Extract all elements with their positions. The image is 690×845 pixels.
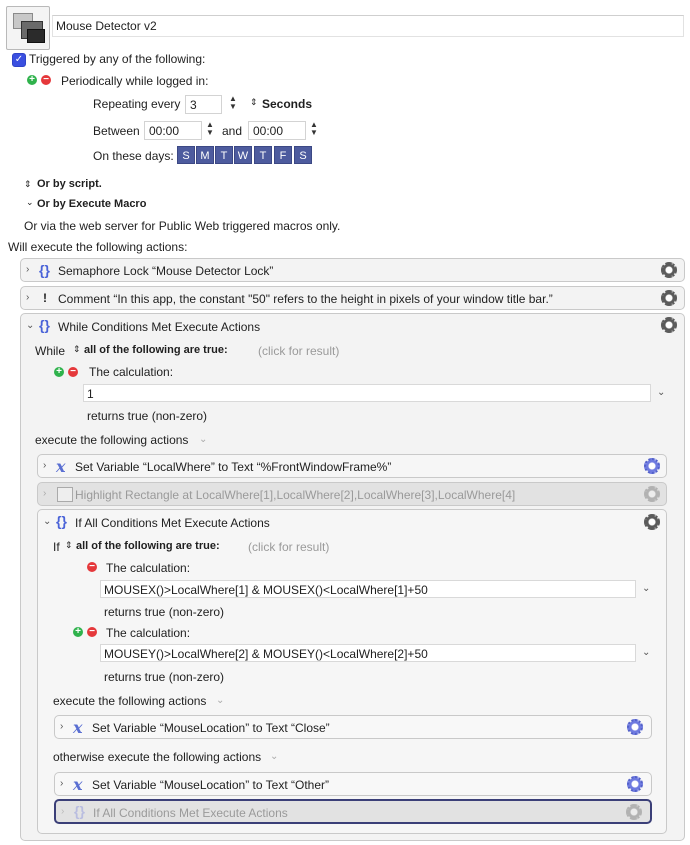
condition-select-icon[interactable]: ⇕ — [73, 344, 81, 354]
periodic-label: Periodically while logged in: — [61, 74, 209, 88]
web-server-note: Or via the web server for Public Web triggered macros only. — [24, 219, 341, 233]
calculation-field[interactable]: 1 — [83, 384, 651, 402]
calculation-dropdown-icon[interactable]: ⌄ — [642, 583, 651, 594]
collapse-chevron-icon[interactable]: ⌄ — [26, 320, 35, 331]
execute-dropdown-icon[interactable]: ⌄ — [216, 695, 225, 706]
gear-icon[interactable] — [644, 458, 660, 474]
curly-braces-icon: {} — [74, 803, 85, 819]
curly-braces-icon: {} — [39, 317, 50, 333]
while-action[interactable] — [20, 313, 685, 841]
expand-chevron-icon[interactable]: › — [26, 292, 30, 303]
expand-chevron-icon[interactable]: › — [26, 264, 30, 275]
variable-x-icon: x — [73, 718, 83, 737]
remove-condition-button[interactable]: − — [87, 627, 97, 637]
and-label: and — [222, 124, 243, 138]
start-time-input[interactable]: 00:00 — [144, 121, 202, 140]
curly-braces-icon: {} — [56, 513, 67, 529]
calculation-label: The calculation: — [106, 626, 191, 640]
macro-name-field[interactable] — [52, 15, 684, 37]
add-condition-button[interactable]: + — [73, 627, 83, 637]
calculation-label: The calculation: — [106, 561, 191, 575]
day-tuesday[interactable]: T — [215, 146, 233, 164]
action-title: Set Variable “MouseLocation” to Text “Other” — [92, 778, 329, 792]
if-label: If — [53, 540, 60, 554]
triggered-label: Triggered by any of the following: — [29, 52, 206, 66]
gear-icon[interactable] — [627, 776, 643, 792]
action-title: While Conditions Met Execute Actions — [58, 320, 261, 334]
actions-header: Will execute the following actions: — [8, 240, 188, 254]
between-label: Between — [93, 124, 140, 138]
click-for-result[interactable]: (click for result) — [258, 344, 340, 358]
add-trigger-button[interactable]: + — [27, 75, 37, 85]
unit-select-icon[interactable]: ⇕ — [250, 97, 258, 107]
expand-chevron-icon[interactable]: › — [43, 488, 47, 499]
variable-x-icon: x — [56, 457, 66, 476]
comment-action[interactable] — [20, 286, 685, 310]
action-title: Comment “In this app, the constant "50" refers to the height in pixels of your window title bar.” — [58, 292, 553, 306]
clock-gear-icon[interactable] — [626, 804, 642, 820]
collapse-chevron-icon[interactable]: ⌄ — [43, 516, 52, 527]
action-title: Highlight Rectangle at LocalWhere[1],LocalWhere[2],LocalWhere[3],LocalWhere[4] — [75, 488, 516, 502]
otherwise-label: otherwise execute the following actions — [53, 750, 262, 764]
calculation-field[interactable]: MOUSEX()>LocalWhere[1] & MOUSEX()<LocalWhere[1]+50 — [100, 580, 636, 598]
set-variable-localwhere[interactable] — [37, 454, 667, 478]
set-variable-close[interactable] — [54, 715, 652, 739]
action-title: If All Conditions Met Execute Actions — [93, 806, 288, 820]
repeating-stepper[interactable]: ▲ ▼ — [229, 94, 237, 111]
execute-toggle-icon[interactable]: ⌄ — [26, 197, 34, 207]
gear-icon[interactable] — [644, 514, 660, 530]
end-time-stepper[interactable]: ▲ ▼ — [310, 120, 318, 137]
condition-mode-select[interactable]: all of the following are true: — [84, 344, 228, 356]
expand-chevron-icon[interactable]: › — [43, 460, 47, 471]
day-thursday[interactable]: T — [254, 146, 272, 164]
if-all-action[interactable] — [37, 509, 667, 834]
window-stack-icon-front — [27, 29, 45, 43]
start-time-stepper[interactable]: ▲ ▼ — [206, 120, 214, 137]
calculation-label: The calculation: — [89, 365, 174, 379]
expand-chevron-icon[interactable]: › — [60, 721, 64, 732]
condition-select-icon[interactable]: ⇕ — [65, 540, 73, 550]
condition-mode-select[interactable]: all of the following are true: — [76, 540, 220, 552]
calculation-dropdown-icon[interactable]: ⌄ — [657, 387, 666, 398]
or-by-execute-macro[interactable]: Or by Execute Macro — [37, 198, 147, 210]
gear-icon[interactable] — [661, 262, 677, 278]
gear-icon[interactable] — [661, 290, 677, 306]
otherwise-dropdown-icon[interactable]: ⌄ — [270, 751, 279, 762]
returns-label: returns true (non-zero) — [104, 605, 225, 619]
execute-label: execute the following actions — [53, 694, 207, 708]
day-wednesday[interactable]: W — [234, 146, 252, 164]
clock-gear-icon[interactable] — [644, 486, 660, 502]
day-monday[interactable]: M — [196, 146, 214, 164]
rectangle-window-icon — [57, 487, 73, 502]
execute-dropdown-icon[interactable]: ⌄ — [199, 434, 208, 445]
gear-icon[interactable] — [627, 719, 643, 735]
action-title: If All Conditions Met Execute Actions — [75, 516, 270, 530]
remove-condition-button[interactable]: − — [68, 367, 78, 377]
action-title: Semaphore Lock “Mouse Detector Lock” — [58, 264, 274, 278]
calculation-field[interactable]: MOUSEY()>LocalWhere[2] & MOUSEY()<LocalWhere[2]+50 — [100, 644, 636, 662]
macro-name: Mouse Detector v2 — [56, 19, 157, 33]
curly-braces-icon: {} — [39, 262, 50, 278]
triggered-checkbox[interactable]: ✓ — [12, 53, 26, 67]
macro-icon[interactable] — [6, 6, 50, 50]
unit-select[interactable]: Seconds — [262, 97, 313, 111]
add-condition-button[interactable]: + — [54, 367, 64, 377]
remove-condition-button[interactable]: − — [87, 562, 97, 572]
end-time-input[interactable]: 00:00 — [248, 121, 306, 140]
while-label: While — [35, 344, 66, 358]
gear-icon[interactable] — [661, 317, 677, 333]
script-toggle-icon[interactable]: ⇕ — [24, 179, 32, 189]
or-by-script[interactable]: Or by script. — [37, 178, 102, 190]
repeating-input[interactable]: 3 — [185, 95, 222, 114]
returns-label: returns true (non-zero) — [87, 409, 208, 423]
remove-trigger-button[interactable]: − — [41, 75, 51, 85]
action-title: Set Variable “LocalWhere” to Text “%FrontWindowFrame%” — [75, 460, 392, 474]
set-variable-other[interactable] — [54, 772, 652, 796]
nested-if-action[interactable] — [54, 799, 652, 824]
returns-label: returns true (non-zero) — [104, 670, 225, 684]
calculation-dropdown-icon[interactable]: ⌄ — [642, 647, 651, 658]
comment-icon: ! — [43, 291, 47, 305]
click-for-result[interactable]: (click for result) — [248, 540, 330, 554]
execute-label: execute the following actions — [35, 433, 189, 447]
day-friday[interactable]: F — [274, 146, 292, 164]
days-label: On these days: — [93, 149, 174, 163]
day-sunday[interactable]: S — [177, 146, 195, 164]
variable-x-icon: x — [73, 775, 83, 794]
expand-chevron-icon[interactable]: › — [60, 778, 64, 789]
day-saturday[interactable]: S — [294, 146, 312, 164]
highlight-rectangle-action[interactable] — [37, 482, 667, 506]
repeating-label: Repeating every — [93, 97, 181, 111]
expand-chevron-icon[interactable]: › — [61, 806, 65, 817]
semaphore-action[interactable] — [20, 258, 685, 282]
action-title: Set Variable “MouseLocation” to Text “Close” — [92, 721, 330, 735]
